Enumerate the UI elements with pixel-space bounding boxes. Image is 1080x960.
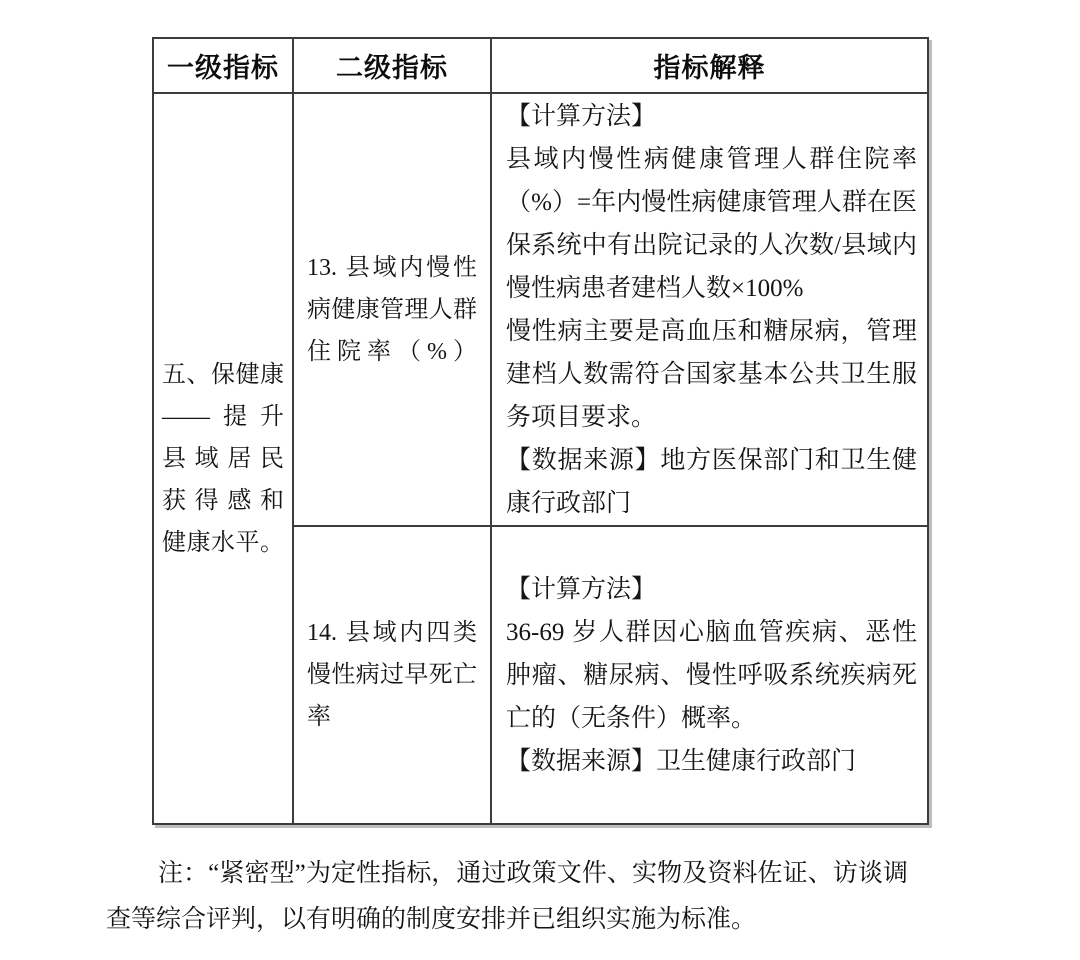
explanation-paragraph: 【数据来源】卫生健康行政部门 — [506, 747, 857, 775]
explanation-cell-13 — [491, 93, 928, 526]
primary-indicator-line: ——提升 — [162, 403, 284, 430]
header-secondary-indicator: 二级指标 — [293, 38, 491, 93]
footnote — [106, 851, 908, 943]
explanation-paragraph: 36-69 岁人群因心脑血管疾病、恶性肿瘤、糖尿病、慢性呼吸系统疾病死亡的（无条件）概率。 — [506, 618, 917, 732]
explanation-paragraph: 慢性病主要是高血压和糖尿病，管理建档人数需符合国家基本公共卫生服务项目要求。 — [506, 317, 917, 431]
explanation-paragraph: 【计算方法】 — [506, 102, 657, 130]
header-primary-indicator: 一级指标 — [153, 38, 293, 93]
primary-indicator-cell — [153, 93, 293, 824]
secondary-indicator-line: 病健康管理人群 — [307, 296, 477, 323]
secondary-indicator-line: 14. 县域内四类 — [307, 620, 477, 646]
secondary-indicator-line: 住院率（%） — [307, 338, 477, 365]
secondary-indicator-line: 13. 县域内慢性 — [307, 254, 477, 281]
secondary-indicator-cell-14 — [293, 526, 491, 824]
explanation-paragraph: 【数据来源】地方医保部门和卫生健康行政部门 — [506, 446, 917, 517]
secondary-indicator-line: 慢性病过早死亡 — [307, 662, 477, 688]
primary-indicator-line: 获得感和 — [162, 487, 284, 514]
explanation-paragraph: 【计算方法】 — [506, 575, 657, 603]
footnote-text: 注：“紧密型”为定性指标，通过政策文件、实物及资料佐证、访谈调查等综合评判，以有明确的制度安排并已组织实施为标准。 — [106, 860, 908, 933]
table-header-row — [153, 38, 928, 93]
indicator-table — [152, 37, 929, 825]
secondary-indicator-line: 率 — [307, 704, 331, 730]
primary-indicator-line: 县域居民 — [162, 445, 284, 472]
explanation-paragraph: 县域内慢性病健康管理人群住院率（%）=年内慢性病健康管理人群在医保系统中有出院记录的人次数/县域内慢性病患者建档人数×100% — [506, 145, 917, 302]
secondary-indicator-cell-13 — [293, 93, 491, 526]
explanation-cell-14 — [491, 526, 928, 824]
primary-indicator-line: 五、保健康 — [162, 361, 284, 388]
header-indicator-explanation: 指标解释 — [491, 38, 928, 93]
table-row-indicator-13 — [153, 93, 928, 526]
primary-indicator-line: 健康水平。 — [162, 529, 284, 556]
